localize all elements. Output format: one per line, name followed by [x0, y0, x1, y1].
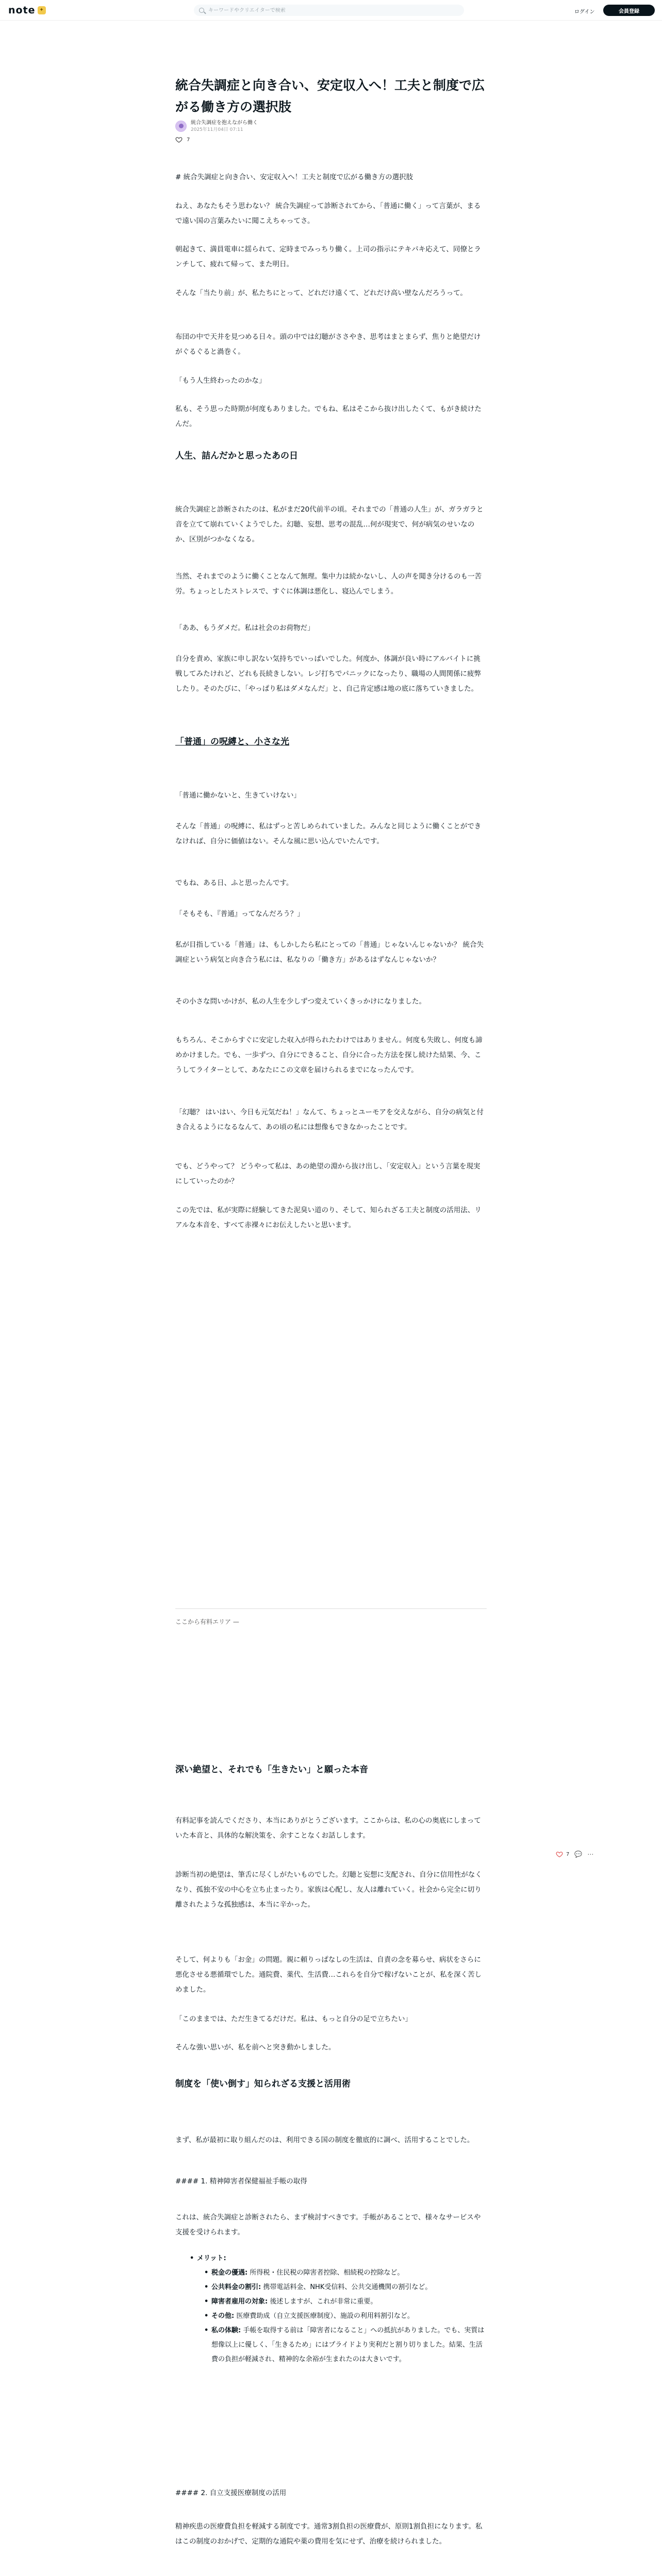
paragraph: 当然、それまでのように働くことなんて無理。集中力は続かないし、人の声を聞き分けるのも一苦労。ちょっとしたストレスで、すぐに体調は悪化し、寝込んでしまう。 [175, 572, 482, 596]
list-item-head: 公共料金の割引: [211, 2283, 261, 2291]
list-item-head: 税金の優遇: [211, 2269, 248, 2277]
list-item-head: 障害者雇用の対象: [211, 2298, 268, 2306]
list-label: メリット: [197, 2255, 226, 2262]
paragraph: 自分を責め、家族に申し訳ない気持ちでいっぱいでした。何度か、体調が良い時にアルバイトに挑戦してみたけれど、どれも長続きしない。レジ打ちでパニックになったり、職場の人間関係に疲弊したり。そのたびに、「やっぱり私はダメなんだ」と、自己肯定感は地の底に落ちていきました。 [175, 655, 481, 693]
login-link[interactable]: ログイン [574, 9, 595, 15]
note-logo[interactable] [8, 5, 46, 15]
list-item [204, 2280, 485, 2295]
floating-actions [556, 1851, 599, 1858]
paragraph: この先では、私が実際に経験してきた泥臭い道のり、そして、知られざる工夫と制度の活用法、リアルな本音を、すべて赤裸々にお伝えしたいと思います。 [175, 1206, 482, 1229]
paragraph: 「そもそも、『普通』ってなんだろう？」 [175, 910, 304, 918]
post-date: 2025年11月04日 07:11 [191, 127, 243, 132]
comment-icon[interactable]: 💬 [574, 1851, 583, 1858]
like-row [175, 136, 190, 143]
list-item-body: 医療費助成（自立支援医療制度）、施設の利用料割引など。 [234, 2312, 414, 2320]
list-item-head: その他: [211, 2312, 235, 2320]
paragraph: そして、何よりも「お金」の問題。親に頼りっぱなしの生活は、自責の念を募らせ、病状をさらに悪化させる悪循環でした。通院費、薬代、生活費…これらを自分で稼げないことが、私を深く苦しめました。 [175, 1956, 482, 1994]
paragraph: 「ああ、もうダメだ。私は社会のお荷物だ」 [175, 624, 315, 632]
search-icon [199, 8, 204, 13]
merit-list [190, 2251, 485, 2367]
paragraph: 「普通に働かないと、生きていけない」 [175, 791, 301, 800]
section-heading-text: 「普通」の呪縛と、小さな光 [175, 737, 289, 747]
paragraph: そんな強い思いが、私を前へと突き動かしました。 [175, 2043, 336, 2052]
section-heading: 人生、詰んだかと思ったあの日 [175, 451, 298, 461]
list-item-head: 私の体験: [211, 2327, 241, 2334]
merit-sublist [197, 2266, 485, 2367]
list-item [204, 2324, 485, 2367]
paragraph: でもね、ある日、ふと思ったんです。 [175, 879, 293, 887]
body-heading-line: # 統合失調症と向き合い、安定収入へ！工夫と制度で広がる働き方の選択肢 [175, 173, 413, 181]
logo-badge-icon: ✦ [38, 6, 46, 14]
paragraph: まず、私が最初に取り組んだのは、利用できる国の制度を徹底的に調べ、活用することでした。 [175, 2136, 474, 2144]
paragraph: 「幻聴？ はいはい、今日も元気だね！」なんて、ちょっとユーモアを交えながら、自分の病気と付き合えるようになるなんて、あの頃の私には想像もできなかったことです。 [175, 1108, 484, 1131]
list-item-body: 携帯電話料金、NHK受信料、公共交通機関の割引など。 [261, 2283, 432, 2291]
list-item-body: 後述しますが、これが非常に重要。 [268, 2298, 377, 2306]
heart-icon[interactable] [556, 1851, 563, 1858]
paragraph: 診断当初の絶望は、筆舌に尽くしがたいものでした。幻聴と妄想に支配され、自分に信用性がなくなり、孤独不安の中心を立ち止まったり。家族は心配し、友人は離れていく。社会から完全に切り離されたような孤独感は、本当に辛かった。 [175, 1871, 482, 1909]
article-title: 統合失調症と向き合い、安定収入へ！工夫と制度で広がる働き方の選択肢 [175, 78, 485, 114]
paragraph: 精神疾患の医療費負担を軽減する制度です。通常3割負担の医療費が、原則1割負担になります。私はこの制度のおかげで、定期的な通院や薬の費用を気にせず、治療を続けられました。 [175, 2522, 483, 2546]
list-item-body: 所得税・住民税の障害者控除、相続税の控除など。 [247, 2269, 404, 2277]
author-name[interactable]: 統合失調症を抱えながら働く [191, 120, 258, 126]
more-icon[interactable]: ⋯ [587, 1851, 594, 1858]
paywall-divider [175, 1608, 487, 1626]
paragraph: 私も、そう思った時期が何度もありました。でもね、私はそこから抜け出したくて、もがき続けたんだ。 [175, 405, 482, 428]
paragraph: 「このままでは、ただ生きてるだけだ。私は、もっと自分の足で立ちたい」 [175, 2015, 412, 2023]
paragraph: そんな「普通」の呪縛に、私はずっと苦しめられていました。みんなと同じように働くことができなければ、自分に価値はない。そんな風に思い込んでいたんです。 [175, 822, 482, 845]
subheading-line: #### 2. 自立支援医療制度の活用 [175, 2489, 287, 2497]
paywall-line [175, 1608, 487, 1609]
avatar[interactable] [175, 121, 187, 132]
paywall-label: ここから有料エリア — [175, 1618, 239, 1625]
signup-button[interactable]: 会員登録 [603, 5, 655, 16]
paragraph: もちろん、そこからすぐに安定した収入が得られたわけではありません。何度も失敗し、何度も諦めかけました。でも、一歩ずつ、自分にできること、自分に合った方法を探し続けた結果、今、こうしてライターとして、あなたにこの文章を届けられるまでになったんです。 [175, 1036, 483, 1074]
like-count: 7 [187, 137, 190, 143]
search-bar[interactable] [194, 5, 464, 16]
list-item [190, 2251, 485, 2367]
paragraph: そんな「当たり前」が、私たちにとって、どれだけ遠くて、どれだけ高い壁なんだろうって。 [175, 289, 467, 297]
author-block[interactable] [175, 120, 258, 133]
paragraph: ねえ、あなたもそう思わない？ 統合失調症って診断されてから、「普通に働く」って言葉が、まるで遠い国の言葉みたいに聞こえちゃってさ。 [175, 202, 481, 225]
site-header [0, 0, 662, 21]
paragraph: その小さな問いかけが、私の人生を少しずつ変えていくきっかけになりました。 [175, 997, 426, 1006]
search-input[interactable] [208, 8, 445, 13]
section-heading: 深い絶望と、それでも「生きたい」と願った本音 [175, 1765, 368, 1775]
section-heading [175, 734, 485, 750]
logo-text: note [8, 5, 36, 16]
paragraph: 私が目指している「普通」は、もしかしたら私にとっての「普通」じゃないんじゃないか？ 統合失調症という病気と向き合う私には、私なりの「働き方」があるはずなんじゃないか？ [175, 941, 484, 964]
paragraph: 統合失調症と診断されたのは、私がまだ20代前半の頃。それまでの「普通の人生」が、ガラガラと音を立てて崩れていくようでした。幻聴、妄想、思考の混乱…何が現実で、何が病気のせいなのか、区別がつかなくなる。 [175, 505, 484, 544]
subheading-line: #### 1. 精神障害者保健福祉手帳の取得 [175, 2177, 307, 2185]
paragraph: でも、どうやって？ どうやって私は、あの絶望の淵から抜け出し、「安定収入」という言葉を現実にしていったのか？ [175, 1162, 481, 1185]
paragraph: 布団の中で天井を見つめる日々。頭の中では幻聴がささやき、思考はまとまらず、焦りと絶望だけがぐるぐると渦巻く。 [175, 333, 481, 356]
paragraph: 朝起きて、満員電車に揺られて、定時までみっちり働く。上司の指示にテキパキ応えて、同僚とランチして、疲れて帰って、また明日。 [175, 245, 481, 268]
section-heading: 制度を「使い倒す」知られざる支援と活用術 [175, 2079, 351, 2089]
heart-icon[interactable] [175, 136, 183, 143]
list-item [204, 2309, 485, 2324]
list-item [204, 2295, 485, 2309]
paragraph: これは、統合失調症と診断されたら、まず検討すべきです。手帳があることで、様々なサービスや支援を受けられます。 [175, 2213, 481, 2236]
list-item-body: 手帳を取得する前は「障害者になること」への抵抗がありました。でも、実質は想像以上に優しく、「生きるため」にはプライドより実利だと割り切りました。結果、生活費の負担が軽減され、精神的な余裕が生まれたのは大きいです。 [211, 2327, 485, 2363]
paragraph: 「もう人生終わったのかな」 [175, 377, 266, 385]
like-count: 7 [566, 1851, 570, 1857]
list-item [204, 2266, 485, 2280]
paragraph: 有料記事を読んでくださり、本当にありがとうございます。ここからは、私の心の奥底にしまっていた本音と、具体的な解決策を、余すことなくお話しします。 [175, 1817, 481, 1840]
